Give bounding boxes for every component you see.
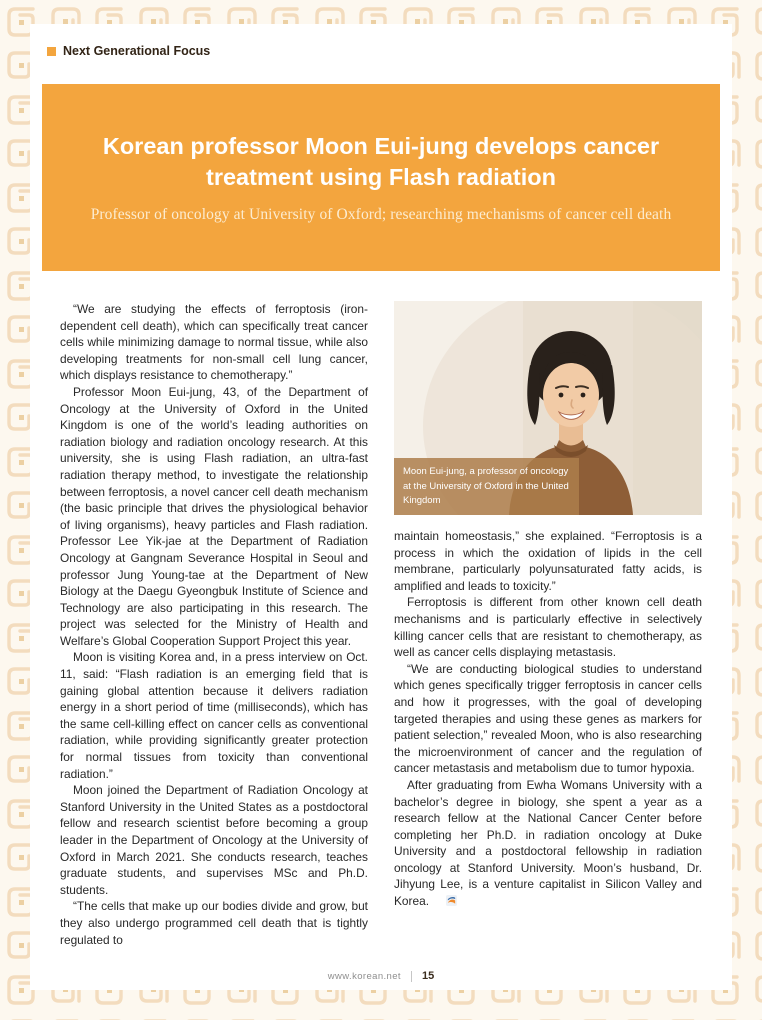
photo-caption: Moon Eui-jung, a professor of oncology at the University of Oxford in the United Kingdom bbox=[394, 458, 579, 515]
left-column bbox=[60, 301, 368, 948]
paragraph: “The cells that make up our bodies divide and grow, but they also undergo programmed cell death that is tightly regulated to bbox=[60, 899, 368, 947]
kicker-square-icon bbox=[47, 47, 56, 56]
article-title: Korean professor Moon Eui-jung develops cancer treatment using Flash radiation bbox=[102, 132, 660, 190]
kicker-label: Next Generational Focus bbox=[63, 44, 211, 58]
paragraph: Ferroptosis is different from other known cell death mechanisms and is particularly effective in selectively killing cancer cells that are resistant to chemotherapy, as well as cancer cells displaying metastasis. bbox=[394, 595, 702, 660]
article-body bbox=[60, 301, 702, 948]
paragraph: Moon joined the Department of Radiation Oncology at Stanford University in the United States as a postdoctoral fellow and research scientist before becoming a group leader in the Department of Oncology at the University of Oxford in March 2021. She conducts research, teaches graduate students, and supervises MSc and Ph.D. students. bbox=[60, 783, 368, 897]
paragraph: “We are conducting biological studies to understand which genes specifically trigger ferroptosis in cancer cells and how it progresses, with the goal of developing targeted therapies and using these genes as markers for patient selection,” revealed Moon, who is also researching the microenvironment of cancer and the regulation of cancer metastasis and metabolism due to tumor hypoxia. bbox=[394, 661, 702, 776]
paragraph: Moon is visiting Korea and, in a press interview on Oct. 11, said: “Flash radiation is an emerging field that is gaining global attention because it delivers radiation energy in a short period of time (milliseconds), which has the same cell-killing effect on cancer cells as conventional radiation, while providing significantly greater protection for normal tissues from toxicity than conventional radiation.” bbox=[60, 650, 368, 781]
paragraph: Professor Moon Eui-jung, 43, of the Department of Oncology at the University of Oxford in the United Kingdom is one of the world’s leading authorities on radiation biology and radiation oncology research. At this university, she is using Flash radiation, an ultra-fast radiation therapy method, to investigate the relationship between ferroptosis, a novel cancer cell death mechanism (the basic principle that drives the physiological behavior of living organisms), heavy particles and Flash radiation. Professor Lee Yik-jae at the Department of Radiation Oncology at Gangnam Severance Hospital in Seoul and professor Jung Young-tae at the Department of New Biology at the Daegu Gyeongbuk Institute of Science and Technology are also participating in this research. The project was selected for the Ministry of Health and Welfare’s Global Cooperation Support Project this year. bbox=[60, 384, 368, 648]
page-footer bbox=[30, 970, 732, 982]
right-column bbox=[394, 301, 702, 948]
paragraph-text: After graduating from Ewha Womans University with a bachelor’s degree in biology, she spent a year as a research fellow at the National Cancer Center before completing her Ph.D. in radiation oncology at Duke University and a postdoctoral fellowship in radiation oncology at Stanford University. Moon’s husband, Dr. Jihyung Lee, is a venture capitalist in Silicon Valley and Korea. bbox=[394, 777, 702, 909]
professor-photo bbox=[394, 301, 702, 515]
paragraph: maintain homeostasis,” she explained. “Ferroptosis is a process in which the oxidation of lipids in the cell membrane, particularly polyunsaturated fatty acids, is amplified and leads to toxicity.” bbox=[394, 529, 702, 593]
section-kicker bbox=[47, 44, 732, 58]
article-subtitle: Professor of oncology at University of Oxford; researching mechanisms of cancer cell death bbox=[90, 206, 672, 224]
page-content bbox=[30, 24, 732, 990]
footer-divider bbox=[411, 971, 412, 982]
koreannet-mark-icon bbox=[433, 894, 457, 911]
page-number: 15 bbox=[421, 970, 435, 982]
article-header bbox=[42, 84, 720, 271]
paragraph: “We are studying the effects of ferroptosis (iron-dependent cell death), which can specifically treat cancer cells while minimizing damage to normal tissue, while also developing treatments for non-small cell lung cancer, which displays resistance to chemotherapy.” bbox=[60, 302, 368, 383]
paragraph bbox=[394, 777, 702, 911]
footer-site-url: www.korean.net bbox=[327, 970, 401, 982]
